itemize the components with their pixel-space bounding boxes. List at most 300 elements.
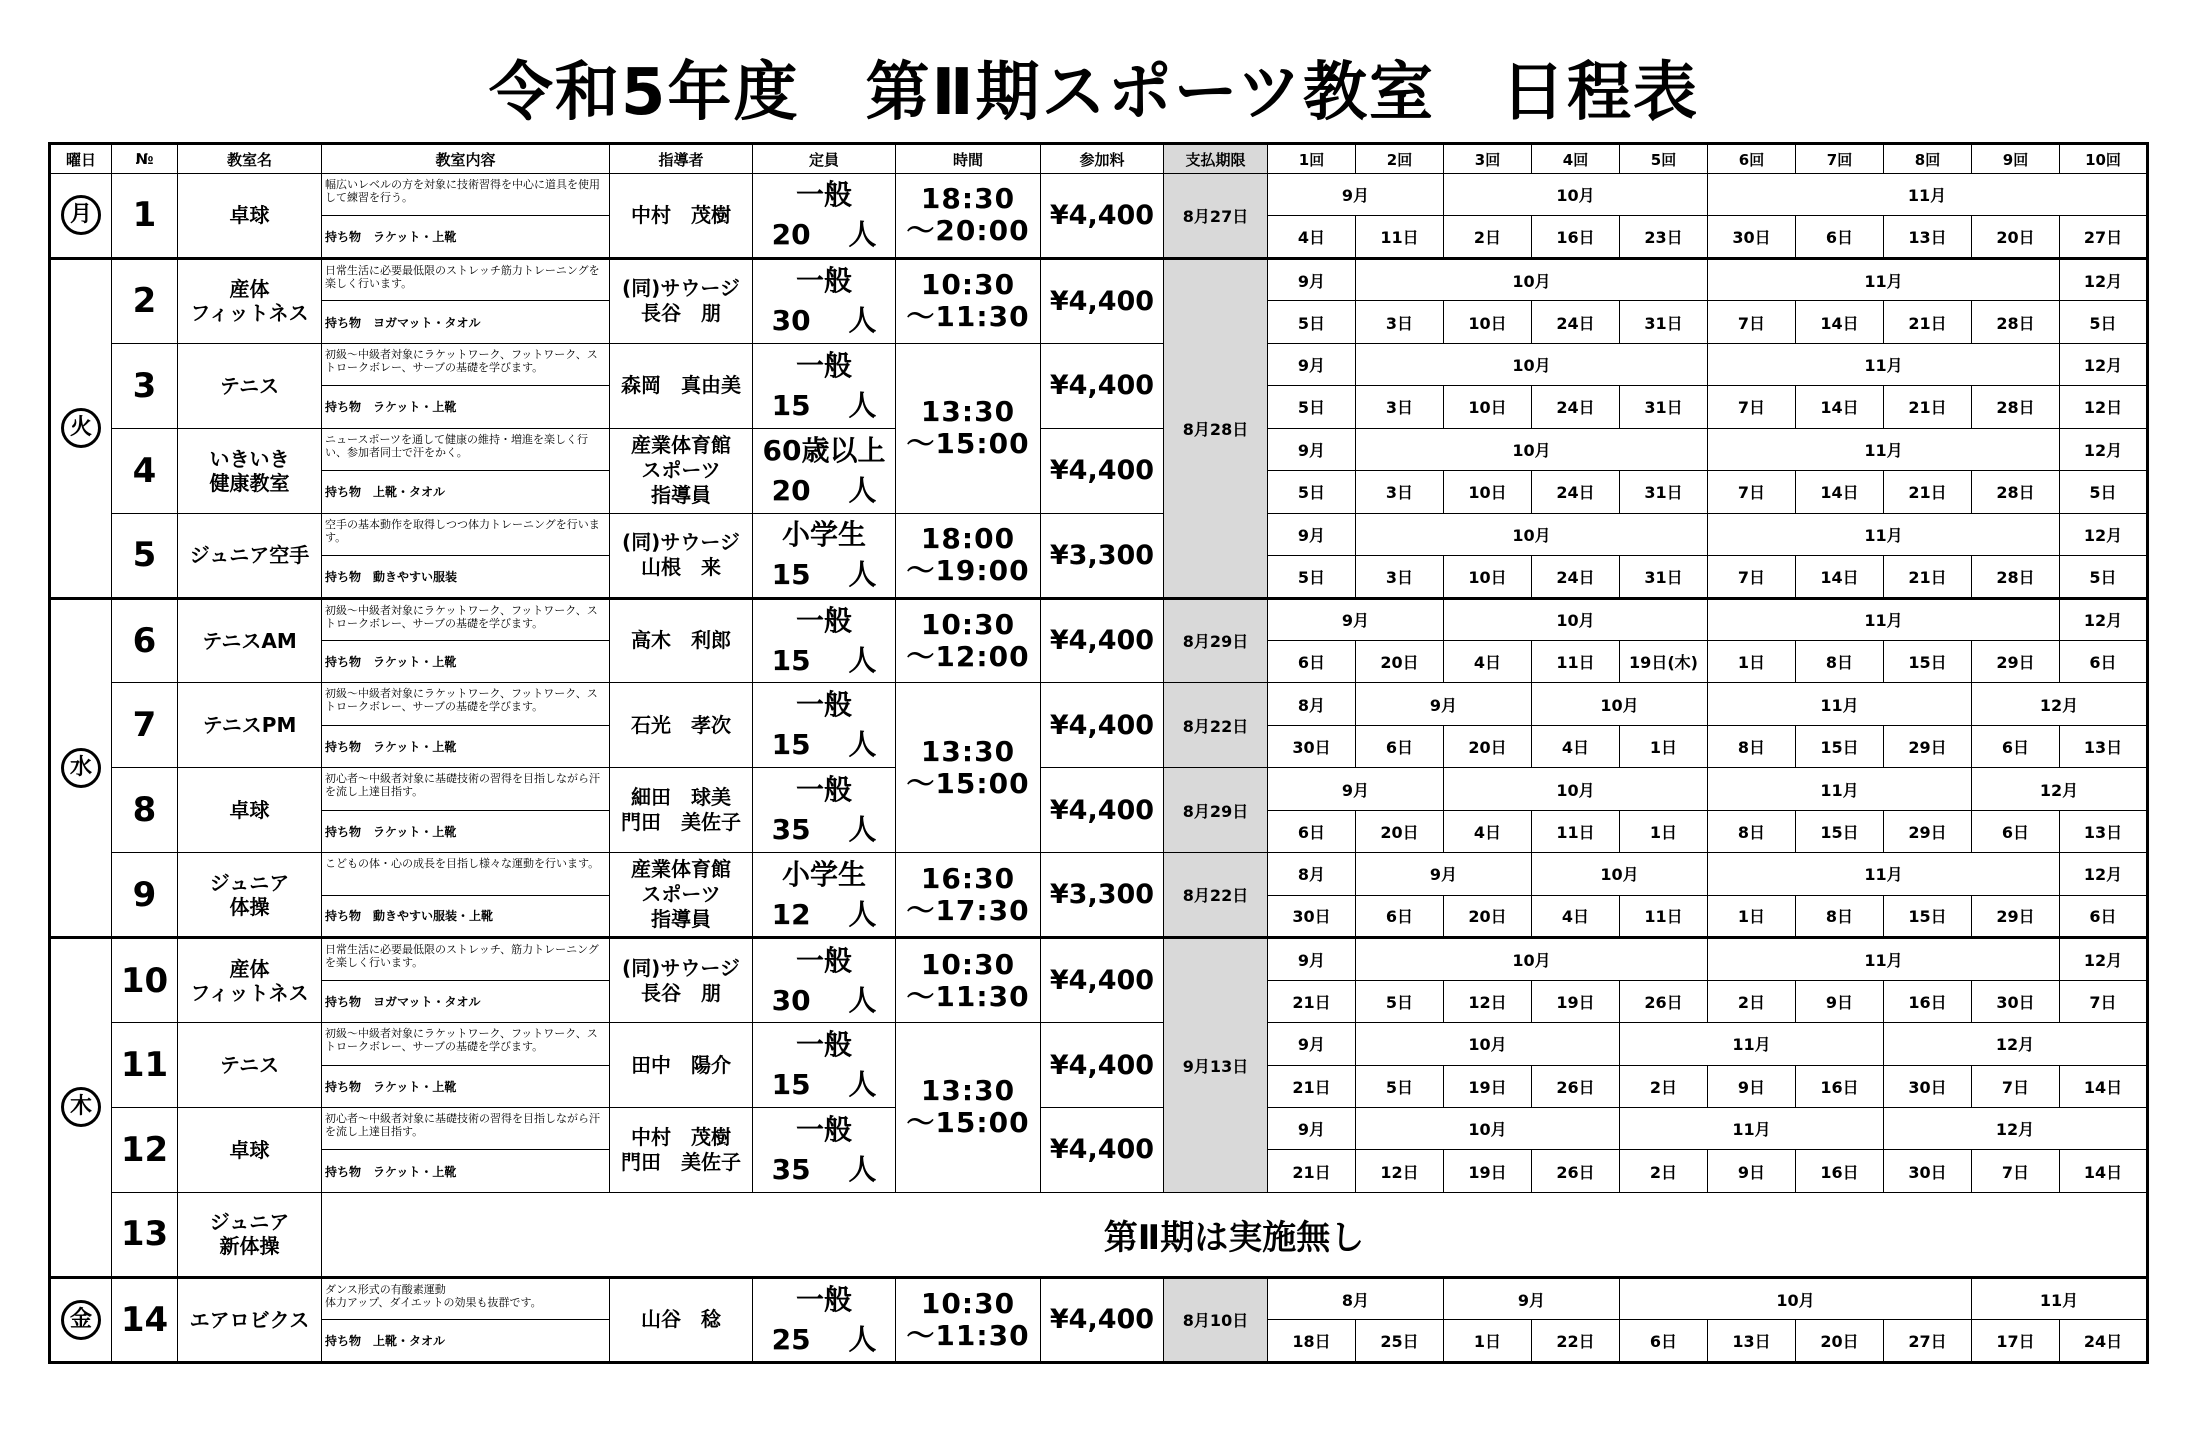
session-date: 7日: [1708, 386, 1796, 428]
fee: ¥4,400: [1041, 428, 1164, 513]
class-description: 初心者～中級者対象に基礎技術の習得を目指しながら汗を流し上達目指す。: [322, 768, 610, 810]
table-row: [50, 343, 2148, 385]
time-end: ～11:30: [906, 1318, 1030, 1352]
class-number: 12: [112, 1107, 178, 1192]
table-row: [50, 853, 2148, 895]
time-end: ～11:30: [906, 979, 1030, 1013]
items-to-bring: 持ち物 ラケット・上靴: [322, 640, 610, 682]
month-cell: 10月: [1356, 1023, 1620, 1065]
session-date: 26日: [1620, 980, 1708, 1022]
session-date: 4日: [1532, 725, 1620, 767]
time-start: 18:30: [920, 182, 1016, 216]
capacity: [753, 853, 896, 938]
capacity: [753, 683, 896, 768]
instructor: (同)サウージ 長谷 朋: [610, 258, 753, 343]
capacity: [753, 343, 896, 428]
items-to-bring: 持ち物 ラケット・上靴: [322, 386, 610, 428]
session-date: 9日: [1708, 1150, 1796, 1192]
header-cell: 時間: [896, 144, 1041, 174]
month-cell: 10月: [1444, 174, 1708, 216]
header-cell: 定員: [753, 144, 896, 174]
month-cell: 12月: [2060, 938, 2148, 980]
session-date: 6日: [1356, 725, 1444, 767]
capacity: [753, 1107, 896, 1192]
capacity: [753, 258, 896, 343]
header-cell: 5回: [1620, 144, 1708, 174]
day-cell: [50, 938, 112, 1278]
class-name: テニスAM: [178, 598, 322, 683]
items-to-bring: 持ち物 ラケット・上靴: [322, 216, 610, 258]
session-date: 26日: [1532, 1150, 1620, 1192]
session-date: 30日: [1884, 1065, 1972, 1107]
capacity-count: 20 人: [771, 473, 877, 507]
payment-due: 9月13日: [1164, 938, 1268, 1193]
month-cell: 9月: [1268, 598, 1444, 640]
month-cell: 11月: [1708, 343, 2060, 385]
session-date: 23日: [1620, 216, 1708, 258]
fee: ¥4,400: [1041, 938, 1164, 1023]
month-cell: 10月: [1356, 513, 1708, 555]
payment-due: 8月28日: [1164, 258, 1268, 598]
day-badge: 火: [61, 408, 101, 448]
session-date: 8日: [1796, 640, 1884, 682]
class-description: 初級～中級者対象にラケットワーク、フットワーク、ストロークボレー、サーブの基礎を学びます。: [322, 683, 610, 725]
class-number: 14: [112, 1277, 178, 1362]
session-date: 6日: [1268, 810, 1356, 852]
month-cell: 10月: [1356, 258, 1708, 300]
instructor: 産業体育館 スポーツ 指導員: [610, 853, 753, 938]
session-date: 5日: [1356, 1065, 1444, 1107]
table-row: [50, 258, 2148, 300]
session-date: 9日: [1708, 1065, 1796, 1107]
class-description: 空手の基本動作を取得しつつ体力トレーニングを行います。: [322, 513, 610, 555]
header-cell: 8回: [1884, 144, 1972, 174]
session-date: 13日: [2060, 725, 2148, 767]
time-end: ～20:00: [906, 214, 1030, 248]
session-date: 8日: [1708, 810, 1796, 852]
session-date: 20日: [1356, 810, 1444, 852]
month-cell: 10月: [1356, 938, 1708, 980]
class-number: 9: [112, 853, 178, 938]
session-date: 13日: [1708, 1320, 1796, 1363]
session-date: 24日: [1532, 471, 1620, 513]
session-date: 19日: [1444, 1150, 1532, 1192]
capacity-type: 一般: [795, 943, 852, 977]
session-date: 31日: [1620, 386, 1708, 428]
class-description: 初級～中級者対象にラケットワーク、フットワーク、ストロークボレー、サーブの基礎を学びます。: [322, 1023, 610, 1065]
payment-due: 8月22日: [1164, 853, 1268, 938]
session-date: 4日: [1532, 895, 1620, 937]
instructor: 産業体育館 スポーツ 指導員: [610, 428, 753, 513]
month-cell: 11月: [1708, 853, 2060, 895]
session-date: 5日: [2060, 556, 2148, 598]
time-start: 16:30: [920, 861, 1016, 895]
class-name: 卓球: [178, 1107, 322, 1192]
month-cell: 11月: [1708, 598, 2060, 640]
session-date: 19日: [1444, 1065, 1532, 1107]
month-cell: 12月: [1972, 768, 2148, 810]
session-date: 7日: [1708, 471, 1796, 513]
session-date: 6日: [1268, 640, 1356, 682]
fee: ¥3,300: [1041, 853, 1164, 938]
session-date: 29日: [1972, 895, 2060, 937]
session-date: 31日: [1620, 556, 1708, 598]
capacity-count: 35 人: [771, 1152, 877, 1186]
month-cell: 9月: [1268, 938, 1356, 980]
class-number: 3: [112, 343, 178, 428]
session-date: 16日: [1884, 980, 1972, 1022]
day-badge: 月: [61, 195, 101, 235]
table-row: [50, 1277, 2148, 1319]
session-date: 4日: [1444, 810, 1532, 852]
capacity-type: 一般: [795, 1282, 852, 1316]
time-start: 18:00: [920, 522, 1016, 556]
instructor: (同)サウージ 長谷 朋: [610, 938, 753, 1023]
header-cell: 指導者: [610, 144, 753, 174]
month-cell: 11月: [1708, 174, 2148, 216]
session-date: 5日: [2060, 301, 2148, 343]
session-date: 17日: [1972, 1320, 2060, 1363]
session-date: 10日: [1444, 301, 1532, 343]
session-date: 25日: [1356, 1320, 1444, 1363]
capacity-type: 小学生: [781, 857, 866, 891]
class-number: 5: [112, 513, 178, 598]
capacity-count: 15 人: [771, 728, 877, 762]
session-date: 14日: [1796, 386, 1884, 428]
session-date: 21日: [1268, 1065, 1356, 1107]
month-cell: 12月: [1884, 1023, 2148, 1065]
month-cell: 11月: [1708, 428, 2060, 470]
session-date: 6日: [1620, 1320, 1708, 1363]
month-cell: 10月: [1532, 853, 1708, 895]
month-cell: 11月: [1620, 1107, 1884, 1149]
table-row: [50, 768, 2148, 810]
session-date: 4日: [1444, 640, 1532, 682]
session-date: 11日: [1356, 216, 1444, 258]
fee: ¥4,400: [1041, 1107, 1164, 1192]
session-date: 15日: [1796, 725, 1884, 767]
month-cell: 12月: [2060, 428, 2148, 470]
session-date: 9日: [1796, 980, 1884, 1022]
items-to-bring: 持ち物 動きやすい服装: [322, 556, 610, 598]
class-description: 幅広いレベルの方を対象に技術習得を中心に道具を使用して練習を行う。: [322, 174, 610, 216]
page-title: 令和5年度 第Ⅱ期スポーツ教室 日程表: [488, 56, 1700, 130]
time-end: ～15:00: [906, 1106, 1030, 1140]
capacity: [753, 513, 896, 598]
session-date: 10日: [1444, 471, 1532, 513]
session-date: 14日: [1796, 301, 1884, 343]
payment-due: 8月29日: [1164, 598, 1268, 683]
session-date: 21日: [1268, 1150, 1356, 1192]
session-date: 20日: [1444, 725, 1532, 767]
session-date: 31日: [1620, 471, 1708, 513]
instructor: 中村 茂樹 門田 美佐子: [610, 1107, 753, 1192]
session-date: 7日: [1972, 1065, 2060, 1107]
capacity-type: 一般: [795, 264, 852, 298]
month-cell: 12月: [2060, 598, 2148, 640]
month-cell: 9月: [1268, 343, 1356, 385]
header-cell: 3回: [1444, 144, 1532, 174]
session-date: 21日: [1884, 386, 1972, 428]
table-row: [50, 683, 2148, 725]
month-cell: 11月: [1708, 258, 2060, 300]
header-cell: №: [112, 144, 178, 174]
session-date: 29日: [1972, 640, 2060, 682]
capacity-type: 一般: [795, 348, 852, 382]
session-date: 22日: [1532, 1320, 1620, 1363]
session-date: 16日: [1532, 216, 1620, 258]
session-date: 5日: [1268, 301, 1356, 343]
month-cell: 9月: [1356, 683, 1532, 725]
class-number: 13: [112, 1192, 178, 1277]
capacity-type: 60歳以上: [762, 433, 886, 467]
instructor: 石光 孝次: [610, 683, 753, 768]
session-date: 7日: [1972, 1150, 2060, 1192]
month-cell: 11月: [1708, 938, 2060, 980]
session-date: 24日: [2060, 1320, 2148, 1363]
session-date: 2日: [1620, 1150, 1708, 1192]
session-date: 19日: [1532, 980, 1620, 1022]
class-name: ジュニア空手: [178, 513, 322, 598]
session-date: 12日: [2060, 386, 2148, 428]
session-date: 30日: [1972, 980, 2060, 1022]
session-date: 26日: [1532, 1065, 1620, 1107]
session-date: 3日: [1356, 386, 1444, 428]
header-cell: 7回: [1796, 144, 1884, 174]
class-description: ダンス形式の有酸素運動 体力アップ、ダイエットの効果も抜群です。: [322, 1277, 610, 1319]
session-date: 21日: [1884, 301, 1972, 343]
class-description: ニュースポーツを通して健康の維持・増進を楽しく行い、参加者同士で汗をかく。: [322, 428, 610, 470]
capacity-count: 15 人: [771, 388, 877, 422]
header-row: [50, 144, 2148, 174]
class-description: こどもの体・心の成長を目指し様々な運動を行います。: [322, 853, 610, 895]
table-row: [50, 1192, 2148, 1234]
class-name: いきいき 健康教室: [178, 428, 322, 513]
session-date: 7日: [1708, 301, 1796, 343]
session-date: 10日: [1444, 386, 1532, 428]
day-badge: 水: [61, 748, 101, 788]
session-date: 20日: [1356, 640, 1444, 682]
month-cell: 9月: [1268, 768, 1444, 810]
header-cell: 1回: [1268, 144, 1356, 174]
session-date: 21日: [1884, 471, 1972, 513]
capacity-count: 20 人: [771, 218, 877, 252]
session-date: 29日: [1884, 725, 1972, 767]
fee: ¥4,400: [1041, 343, 1164, 428]
time-end: ～15:00: [906, 766, 1030, 800]
time-end: ～17:30: [906, 893, 1030, 927]
session-date: 18日: [1268, 1320, 1356, 1363]
month-cell: 10月: [1444, 768, 1708, 810]
session-date: 2日: [1708, 980, 1796, 1022]
session-date: 8日: [1708, 725, 1796, 767]
fee: ¥4,400: [1041, 683, 1164, 768]
schedule-table: [48, 142, 2149, 1364]
session-date: 12日: [1444, 980, 1532, 1022]
instructor: 高木 利郎: [610, 598, 753, 683]
session-date: 20日: [1444, 895, 1532, 937]
fee: ¥4,400: [1041, 258, 1164, 343]
class-name: テニスPM: [178, 683, 322, 768]
session-date: 29日: [1884, 810, 1972, 852]
items-to-bring: 持ち物 ラケット・上靴: [322, 1150, 610, 1192]
time-start: 13:30: [920, 1074, 1016, 1108]
session-date: 3日: [1356, 556, 1444, 598]
header-cell: 教室名: [178, 144, 322, 174]
session-date: 6日: [1796, 216, 1884, 258]
capacity-type: 小学生: [781, 518, 866, 552]
class-time: [896, 598, 1041, 683]
capacity-count: 25 人: [771, 1322, 877, 1356]
items-to-bring: 持ち物 上靴・タオル: [322, 1320, 610, 1363]
header-cell: 10回: [2060, 144, 2148, 174]
capacity: [753, 768, 896, 853]
class-name: 卓球: [178, 174, 322, 259]
class-description: 初級～中級者対象にラケットワーク、フットワーク、ストロークボレー、サーブの基礎を学びます。: [322, 598, 610, 640]
session-date: 1日: [1708, 640, 1796, 682]
header-cell: 参加料: [1041, 144, 1164, 174]
session-date: 19日(木): [1620, 640, 1708, 682]
capacity-type: 一般: [795, 603, 852, 637]
month-cell: 10月: [1532, 683, 1708, 725]
session-date: 11日: [1532, 810, 1620, 852]
header-cell: 曜日: [50, 144, 112, 174]
session-date: 27日: [2060, 216, 2148, 258]
session-date: 14日: [2060, 1150, 2148, 1192]
time-start: 13:30: [920, 734, 1016, 768]
day-badge: 木: [61, 1087, 101, 1127]
items-to-bring: 持ち物 ラケット・上靴: [322, 1065, 610, 1107]
session-date: 20日: [1972, 216, 2060, 258]
class-time: [896, 1277, 1041, 1362]
class-name: テニス: [178, 1023, 322, 1108]
month-cell: 12月: [1972, 683, 2148, 725]
instructor: 山谷 稔: [610, 1277, 753, 1362]
session-date: 14日: [1796, 556, 1884, 598]
session-date: 12日: [1356, 1150, 1444, 1192]
day-badge: 金: [61, 1300, 101, 1340]
class-description: 日常生活に必要最低限のストレッチ筋力トレーニングを楽しく行います。: [322, 258, 610, 300]
table-row: [50, 513, 2148, 555]
session-date: 24日: [1532, 556, 1620, 598]
session-date: 13日: [1884, 216, 1972, 258]
class-number: 10: [112, 938, 178, 1023]
time-end: ～12:00: [906, 639, 1030, 673]
capacity-type: 一般: [795, 1112, 852, 1146]
class-number: 6: [112, 598, 178, 683]
day-cell: [50, 1277, 112, 1362]
session-date: 24日: [1532, 301, 1620, 343]
month-cell: 11月: [1708, 683, 1972, 725]
class-time: [896, 853, 1041, 938]
month-cell: 9月: [1268, 1023, 1356, 1065]
session-date: 6日: [1972, 725, 2060, 767]
header-cell: 9回: [1972, 144, 2060, 174]
class-name: 卓球: [178, 768, 322, 853]
month-cell: 8月: [1268, 683, 1356, 725]
fee: ¥3,300: [1041, 513, 1164, 598]
session-date: 11日: [1532, 640, 1620, 682]
class-time: [896, 258, 1041, 343]
month-cell: 9月: [1268, 428, 1356, 470]
session-date: 6日: [2060, 895, 2148, 937]
session-date: 15日: [1884, 640, 1972, 682]
session-date: 10日: [1444, 556, 1532, 598]
table-row: [50, 428, 2148, 470]
session-date: 31日: [1620, 301, 1708, 343]
header-cell: 支払期限: [1164, 144, 1268, 174]
session-date: 6日: [1972, 810, 2060, 852]
session-date: 5日: [1356, 980, 1444, 1022]
session-date: 5日: [1268, 471, 1356, 513]
time-start: 10:30: [920, 947, 1016, 981]
session-date: 20日: [1796, 1320, 1884, 1363]
time-end: ～11:30: [906, 300, 1030, 334]
class-number: 1: [112, 174, 178, 259]
capacity-count: 12 人: [771, 897, 877, 931]
class-number: 2: [112, 258, 178, 343]
items-to-bring: 持ち物 ヨガマット・タオル: [322, 980, 610, 1022]
session-date: 7日: [1708, 556, 1796, 598]
payment-due: 8月29日: [1164, 768, 1268, 853]
instructor: (同)サウージ 山根 来: [610, 513, 753, 598]
session-date: 13日: [2060, 810, 2148, 852]
month-cell: 9月: [1356, 853, 1532, 895]
capacity-count: 15 人: [771, 1068, 877, 1102]
session-date: 5日: [1268, 386, 1356, 428]
session-date: 24日: [1532, 386, 1620, 428]
capacity-count: 15 人: [771, 643, 877, 677]
time-start: 10:30: [920, 607, 1016, 641]
session-date: 1日: [1620, 725, 1708, 767]
class-number: 11: [112, 1023, 178, 1108]
capacity: [753, 1023, 896, 1108]
session-date: 30日: [1268, 895, 1356, 937]
class-time: [896, 513, 1041, 598]
month-cell: 12月: [2060, 258, 2148, 300]
class-number: 8: [112, 768, 178, 853]
items-to-bring: 持ち物 ラケット・上靴: [322, 810, 610, 852]
month-cell: 10月: [1444, 598, 1708, 640]
capacity-type: 一般: [795, 178, 852, 212]
header-cell: 教室内容: [322, 144, 610, 174]
class-name: 産体 フィットネス: [178, 938, 322, 1023]
class-time: [896, 683, 1041, 853]
month-cell: 11月: [1708, 513, 2060, 555]
class-name: 産体 フィットネス: [178, 258, 322, 343]
table-row: [50, 174, 2148, 216]
session-date: 16日: [1796, 1065, 1884, 1107]
items-to-bring: 持ち物 ラケット・上靴: [322, 725, 610, 767]
month-cell: 11月: [1708, 768, 1972, 810]
items-to-bring: 持ち物 上靴・タオル: [322, 471, 610, 513]
capacity: [753, 598, 896, 683]
time-start: 10:30: [920, 1286, 1016, 1320]
session-date: 11日: [1620, 895, 1708, 937]
month-cell: 12月: [1884, 1107, 2148, 1149]
items-to-bring: 持ち物 動きやすい服装・上靴: [322, 895, 610, 937]
month-cell: 12月: [2060, 343, 2148, 385]
capacity-count: 35 人: [771, 813, 877, 847]
instructor: 細田 球美 門田 美佐子: [610, 768, 753, 853]
session-date: 28日: [1972, 301, 2060, 343]
time-end: ～15:00: [906, 427, 1030, 461]
day-cell: [50, 174, 112, 259]
session-date: 1日: [1444, 1320, 1532, 1363]
items-to-bring: 持ち物 ヨガマット・タオル: [322, 301, 610, 343]
session-date: 5日: [1268, 556, 1356, 598]
month-cell: 9月: [1268, 513, 1356, 555]
